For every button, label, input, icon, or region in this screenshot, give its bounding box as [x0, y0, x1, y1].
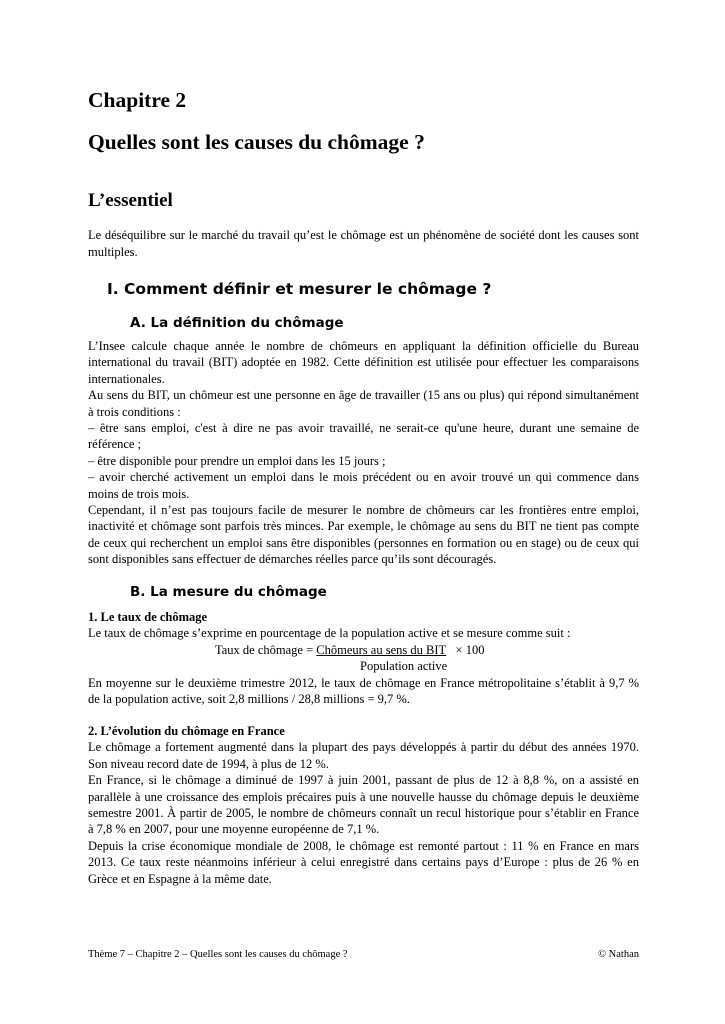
- formula-suffix: × 100: [455, 642, 485, 657]
- condition-item: – être sans emploi, c'est à dire ne pas avoir travaillé, ne serait-ce qu'une heure, durant une semaine de référence ;: [88, 421, 639, 452]
- formula-numerator: Chômeurs au sens du BIT: [316, 642, 447, 657]
- paragraph: Au sens du BIT, un chômeur est une personne en âge de travailler (15 ans ou plus) qui répond simultanément à trois conditions :: [88, 388, 639, 419]
- section-a-body: [88, 338, 639, 568]
- paragraph: Le chômage a fortement augmenté dans la plupart des pays développés à partir du début des années 1970. Son niveau record date de 1994, à plus de 12 %.: [88, 740, 639, 771]
- subsection-1: [88, 609, 639, 707]
- subsection-1-heading: 1. Le taux de chômage: [88, 610, 208, 624]
- condition-item: – avoir cherché activement un emploi dans le mois précédent ou en avoir trouvé un qui commence dans moins de trois mois.: [88, 470, 639, 501]
- essentiel-heading: L’essentiel: [88, 190, 173, 211]
- formula-denominator-line: [88, 658, 639, 674]
- subsection-2-heading: 2. L’évolution du chômage en France: [88, 724, 285, 738]
- footer-title: Thème 7 – Chapitre 2 – Quelles sont les causes du chômage ?: [88, 949, 348, 960]
- section-1-heading: I. Comment définir et mesurer le chômage ?: [107, 280, 492, 298]
- page-title: Quelles sont les causes du chômage ?: [88, 130, 425, 154]
- formula-denominator: Population active: [360, 659, 448, 674]
- paragraph: Cependant, il n’est pas toujours facile de mesurer le nombre de chômeurs car les frontières entre emploi, inactivité et chômage sont parfois très minces. Par exemple, le chômage au sens du BIT ne tient pas compte de ceux qui recherchent un emploi sans être disponibles (personnes en formation ou en stage) ou de ceux qui sont disponibles sans effectuer de démarches réelles parce qu’ils sont découragés.: [88, 503, 639, 567]
- paragraph: L’Insee calcule chaque année le nombre de chômeurs en appliquant la définition officielle du Bureau international du travail (BIT) adoptée en 1982. Cette définition est utilisée pour effectuer les comparaisons internationales.: [88, 339, 639, 386]
- subsection-2: [88, 723, 639, 887]
- paragraph: Depuis la crise économique mondiale de 2008, le chômage est remonté partout : 11 % en France en mars 2013. Ce taux reste néanmoins inférieur à celui enregistré dans certains pays d’Europe : plus de 26 % en Grèce et en Espagne à la même date.: [88, 838, 639, 886]
- footer-copyright: © Nathan: [598, 949, 639, 960]
- formula-prefix: Taux de chômage =: [215, 642, 317, 657]
- paragraph: En France, si le chômage a diminué de 1997 à juin 2001, passant de plus de 12 à 8,8 %, on a assisté en parallèle à une croissance des emplois précaires puis à une nouvelle hausse du chômage depuis le deuxième semestre 2001. À partir de 2005, le nombre de chômeurs connaît un recul historique pour s’établir en France à 7,8 % en 2007, pour une moyenne européenne de 7,1 %.: [88, 773, 639, 837]
- paragraph: Le taux de chômage s’exprime en pourcentage de la population active et se mesure comme suit :: [88, 626, 571, 641]
- formula: [88, 642, 639, 658]
- condition-item: – être disponible pour prendre un emploi dans les 15 jours ;: [88, 453, 386, 468]
- chapter-number: Chapitre 2: [88, 88, 187, 112]
- section-b-heading: B. La mesure du chômage: [130, 584, 327, 600]
- section-a-heading: A. La définition du chômage: [130, 315, 344, 331]
- intro-paragraph: Le déséquilibre sur le marché du travail qu’est le chômage est un phénomène de société dont les causes sont multiples.: [88, 228, 639, 259]
- paragraph: En moyenne sur le deuxième trimestre 2012, le taux de chômage en France métropolitaine s’établit à 9,7 % de la population active, soit 2,8 millions / 28,8 millions = 9,7 %.: [88, 675, 639, 706]
